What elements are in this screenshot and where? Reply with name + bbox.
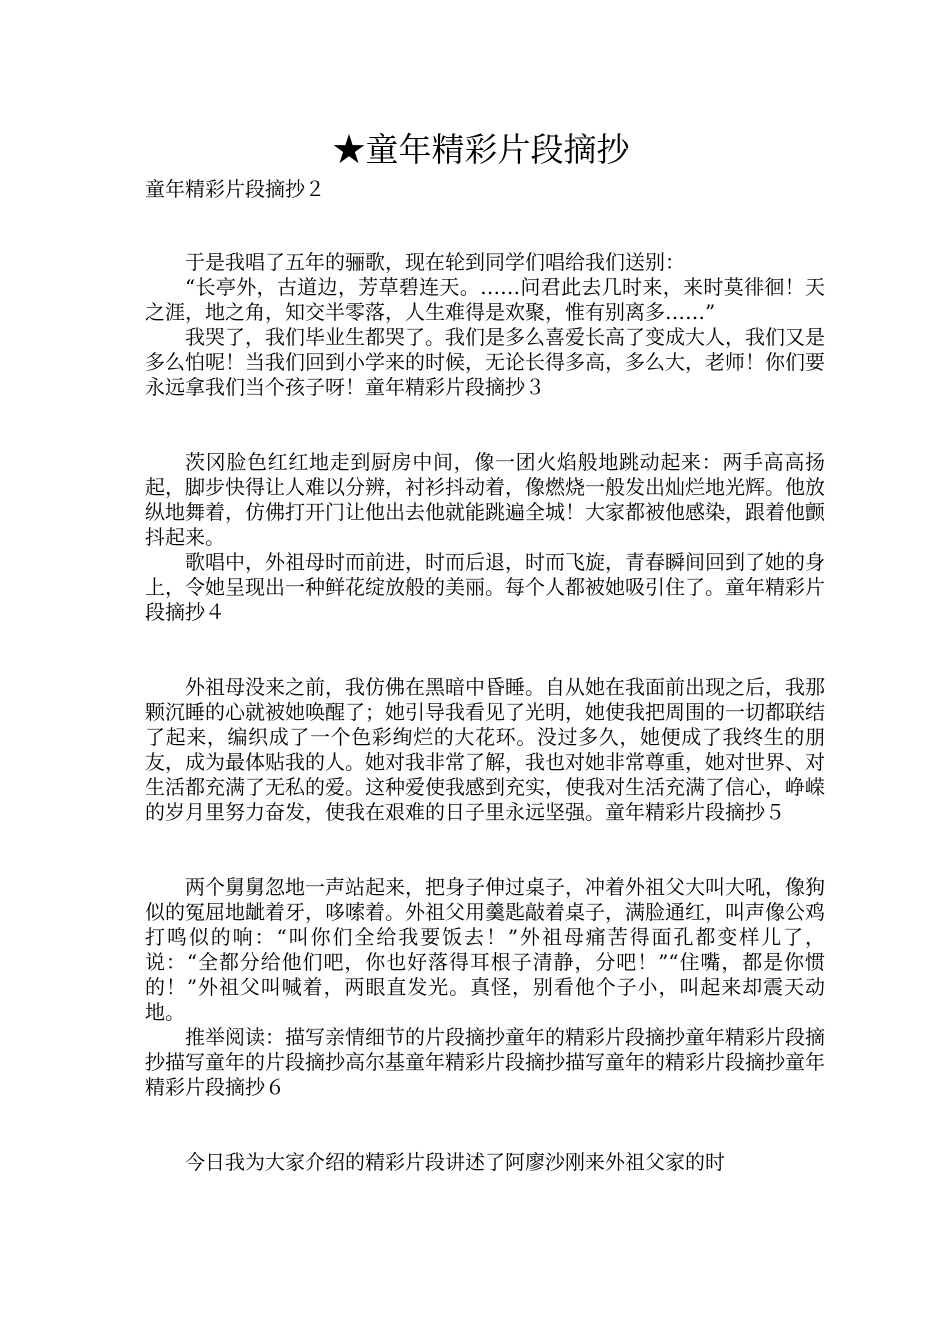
document-page: [145, 128, 825, 1175]
paragraph-song-lyrics: “长亭外，古道边，芳草碧连天。……问君此去几时来，来时莫徘徊！天之涯，地之角，知交半零落，人生难得是欢聚，惟有别离多……”: [145, 275, 825, 324]
paragraph-graduates-cry: 我哭了，我们毕业生都哭了。我们是多么喜爱长高了变成大人，我们又是多么怕呢！当我们回到小学来的时候，无论长得多高，多么大，老师！你们要永远拿我们当个孩子呀！童年精彩片段摘抄３: [145, 325, 825, 399]
paragraph-introduction: 今日我为大家介绍的精彩片段讲述了阿廖沙刚来外祖父家的时: [185, 1150, 725, 1174]
document-subtitle: 童年精彩片段摘抄２: [145, 177, 325, 201]
paragraph-grandmother-arrival: 外祖母没来之前，我仿佛在黑暗中昏睡。自从她在我面前出现之后，我那颗沉睡的心就被她唤醒了；她引导我看见了光明，她使我把周围的一切都联结了起来，编织成了一个色彩绚烂的大花环。没过多久，她便成了我终生的朋友，成为最体贴我的人。她对我非常了解，我也对她非常尊重，她对世界、对生活都充满了无私的爱。这种爱使我感到充实，使我对生活充满了信心，峥嵘的岁月里努力奋发，使我在艰难的日子里永远坚强。童年精彩片段摘抄５: [145, 675, 825, 824]
paragraph-grandmother-sings: 歌唱中，外祖母时而前进，时而后退，时而飞旋，青春瞬间回到了她的身上，令她呈现出一种鲜花绽放般的美丽。每个人都被她吸引住了。童年精彩片段摘抄４: [145, 550, 825, 624]
paragraph-gypsy-dance: 茨冈脸色红红地走到厨房中间，像一团火焰般地跳动起来：两手高高扬起，脚步快得让人难以分辨，衬衫抖动着，像燃烧一般发出灿烂地光辉。他放纵地舞着，仿佛打开门让他出去他就能跳遍全城！大家都被他感染，跟着他颤抖起来。: [145, 450, 825, 549]
paragraph-uncles-quarrel: 两个舅舅忽地一声站起来，把身子伸过桌子，冲着外祖父大叫大吼，像狗似的冤屈地龇着牙，哆嗦着。外祖父用羹匙敲着桌子，满脸通红，叫声像公鸡打鸣似的响：“叫你们全给我要饭去！”外祖母痛苦得面孔都变样儿了，说：“全都分给他们吧，你也好落得耳根子清静，分吧！”“住嘴，都是你惯的！”外祖父叫喊着，两眼直发光。真怪，别看他个子小，叫起来却震天动地。: [145, 875, 825, 1024]
document-title: ★童年精彩片段摘抄: [332, 130, 630, 169]
paragraph-farewell-song: 于是我唱了五年的骊歌，现在轮到同学们唱给我们送别：: [185, 250, 685, 274]
paragraph-recommended-reading: 推举阅读：描写亲情细节的片段摘抄童年的精彩片段摘抄童年精彩片段摘抄描写童年的片段摘抄高尔基童年精彩片段摘抄描写童年的精彩片段摘抄童年精彩片段摘抄６: [145, 1025, 825, 1099]
